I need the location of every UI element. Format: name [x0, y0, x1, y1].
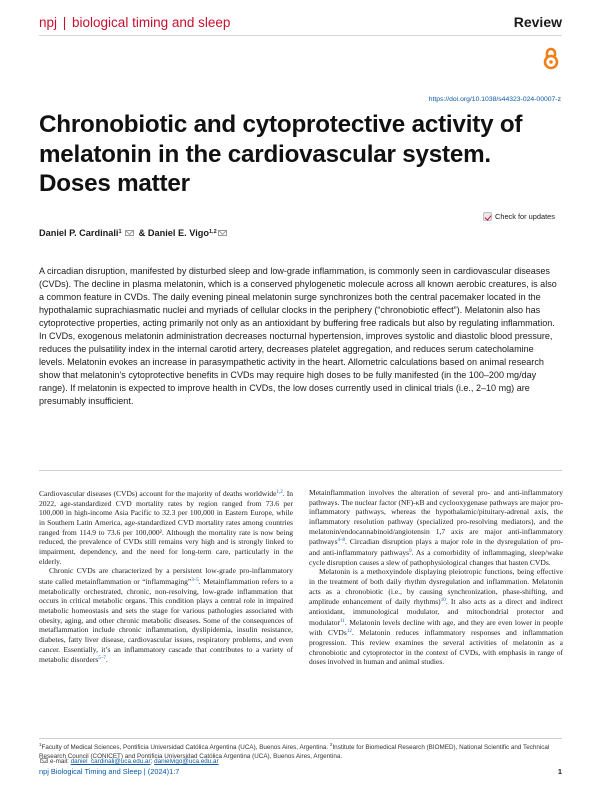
check-for-updates-button[interactable] — [483, 212, 555, 221]
affiliation-number: 1 — [39, 742, 42, 747]
footer-separator: | — [143, 767, 146, 776]
doi-link[interactable]: https://doi.org/10.1038/s44323-024-00007-z — [428, 96, 561, 103]
check-for-updates-label: Check for updates — [495, 212, 555, 221]
author-name[interactable]: Daniel P. Cardinali — [39, 228, 119, 238]
citation-ref[interactable]: 12 — [346, 629, 352, 635]
article-title: Chronobiotic and cytoprotective activity of melatonin in the cardiovascular system. Doses matter — [39, 111, 523, 197]
citation-ref[interactable]: 11 — [340, 618, 345, 624]
body-paragraph — [309, 567, 563, 667]
body-paragraph — [39, 566, 293, 665]
body-paragraph — [39, 488, 293, 566]
email-envelope-icon — [40, 758, 48, 763]
abstract: A circadian disruption, manifested by disturbed sleep and low-grade inflammation, is commonly seen in cardiovascular diseases (CVDs). The decline in plasma melatonin, which is a conserved phylogenetic molecule across all known aerobic creatures, is also a common feature in CVDs. The daily evening pineal melatonin surge synchronizes both the central pacemaker located in the hypothalamic suprachiasmatic nuclei and myriads of cellular clocks in the periphery (“chronobiotic effect”). Melatonin also has cytoprotective properties, acting primarily not only as an antioxidant by buffering free radicals but also by regulating inflammation. In CVDs, exogenous melatonin administration decreases nocturnal hypertension, improves systolic and diastolic blood pressure, reduces the pulsatility index in the internal carotid artery, decreases platelet aggregation, and reduces serum catecholamine levels. Melatonin evokes an increase in parasympathetic activity in the heart. Allometric calculations based on animal research show that melatonin’s cytoprotective benefits in CVDs may require high doses to be fully manifested (in the 100–200 mg/day range). If melatonin is expected to improve health in CVDs, the low doses currently used in clinical trials (i.e., 2–10 mg) are presumably insufficient. — [39, 266, 557, 407]
paragraph-text: . It also acts as a direct and indirect antioxidant, immunological modulator, and mitochondrial protector and modulator — [309, 597, 563, 627]
open-access-lock-icon — [541, 46, 561, 70]
page-footer — [39, 765, 562, 783]
paragraph-text: . Circadian disruption plays a major role in the dysregulation of pro- and anti-inflammatory pathways — [309, 537, 563, 557]
citation-ref[interactable]: 10 — [440, 598, 446, 604]
author-affiliation-ref: 1 — [118, 229, 122, 235]
paragraph-text: Chronic CVDs are characterized by a persistent low-grade pro-inflammatory state called metainflammation or “inflammaging” — [39, 566, 293, 586]
email-separator: ; — [150, 758, 153, 765]
author-separator: & — [138, 228, 146, 238]
email-link[interactable]: danielvigo@uca.edu.ar — [154, 758, 219, 765]
journal-name[interactable] — [39, 15, 230, 30]
author-affiliation-ref: 1,2 — [208, 229, 217, 235]
email-envelope-icon[interactable] — [218, 230, 227, 236]
page-number: 1 — [557, 767, 562, 776]
journal-title: biological timing and sleep — [72, 15, 231, 30]
paragraph-text: . Metainflammation refers to a metabolically orchestrated, chronic, non-resolving, low-grade inflammation that occurs in critical metabolic organs. This condition plays a central role in impaired metabolic homeostasis and sets the stage for various pathologies associated with obesity, aging, and other chronic metabolic diseases. Some of the consequences of metaflammation include chronic inflammation, dyslipidemia, insulin resistance, diabetes, fatty liver disease, cardiovascular issues, respiratory problems, and even cancer. Essentially, it’s an inflammatory cascade that contributes to a variety of metabolic disorders — [39, 576, 294, 665]
footer-volume: (2024)1:7 — [147, 767, 180, 776]
paragraph-text: Metainflammation involves the alteration of several pro- and anti-inflammatory pathways. The nuclear factor (NF)-κB and cyclooxygenase pathways are major pro-inflammatory pathways, whereas the hypothalamic/pituitary-adrenal axis, the inflammatory resolution pathway (specialized pro-resolving mediators), and the melatonin/endocannabinoid/angiotensin 1,7 axis are major anti-inflammatory pathways — [309, 488, 563, 547]
paragraph-text: . — [105, 655, 108, 665]
journal-separator: | — [59, 15, 71, 30]
abstract-divider — [39, 470, 562, 471]
footnote-divider — [39, 738, 562, 739]
footer-citation — [39, 767, 179, 776]
header-divider — [39, 35, 562, 36]
correspondence-emails — [39, 758, 219, 765]
paragraph-text: . Melatonin levels decline with age, and they are even lower in people with CVDs — [309, 617, 563, 638]
citation-ref[interactable]: 9 — [409, 548, 412, 554]
footer-journal[interactable]: npj Biological Timing and Sleep — [39, 767, 142, 776]
affiliation-number: 2 — [329, 742, 333, 747]
check-updates-icon — [483, 212, 492, 221]
paragraph-text: Cardiovascular diseases (CVDs) account for the majority of deaths worldwide — [39, 489, 277, 498]
body-paragraph — [309, 488, 563, 567]
author-list — [39, 228, 229, 238]
body-column-left — [39, 488, 293, 665]
body-column-right — [309, 488, 563, 667]
paragraph-text: . Melatonin reduces inflammatory responses and inflammation progression. This review examines the several activities of melatonin as a chronobiotic and cytoprotector in the context of CVDs, with emphasis in range of doses involved in human and animal studies. — [309, 628, 563, 667]
email-link[interactable]: daniel_cardinali@uca.edu.ar — [70, 758, 151, 765]
article-type: Review — [513, 14, 562, 30]
paragraph-text: Melatonin is a methoxyindole displaying pleiotropic functions, being effective in the treatment of both daily rhythm dysregulation and inflammation. Melatonin acts as a chronobiotic (i.e., by causing synchronization, phase-shifting, and amplitude enhancement of daily rhythms) — [309, 567, 563, 607]
citation-ref[interactable]: 4–8 — [337, 538, 346, 544]
affiliation-text: Institute for Biomedical Research (BIOMED), National Scientific and Technical Research Council (CONICET) and Pontificia Universidad Católica Argentina (UCA), Buenos Aires, Argentina. — [39, 744, 550, 760]
citation-ref[interactable]: 1,2 — [276, 490, 283, 495]
citation-ref[interactable]: 5–7 — [98, 656, 106, 662]
journal-prefix: npj — [39, 15, 58, 30]
affiliation-text: Faculty of Medical Sciences, Pontificia Universidad Católica Argentina (UCA), Buenos Aires, Argentina. — [41, 744, 329, 751]
citation-ref[interactable]: 3–5 — [191, 577, 199, 583]
email-envelope-icon[interactable] — [125, 230, 134, 236]
paragraph-text: . In 2022, age-standardized CVD mortality rates by region ranged from 73.6 per 100,000 in high-income Asia Pacific to 32.3 per 100,000 in Eastern Europe, while in Southern Latin America, age-standardized CVD mortality rates among countries ranged from 114.9 to 73.6 per 100,000². Although the mortality rate is now being reduced, the prevalence of CVDs still remains very high and is strongly linked to impairment, dependency, and the need for long-term care, particularly in the elderly. — [39, 489, 293, 566]
paragraph-text: . As a comorbidity of inflammaging, sleep/wake cycle disruption causes a slew of pathophysiological changes that hasten CVDs. — [309, 547, 563, 567]
email-label: e-mail: — [50, 758, 69, 765]
author-name[interactable]: Daniel E. Vigo — [147, 228, 209, 238]
